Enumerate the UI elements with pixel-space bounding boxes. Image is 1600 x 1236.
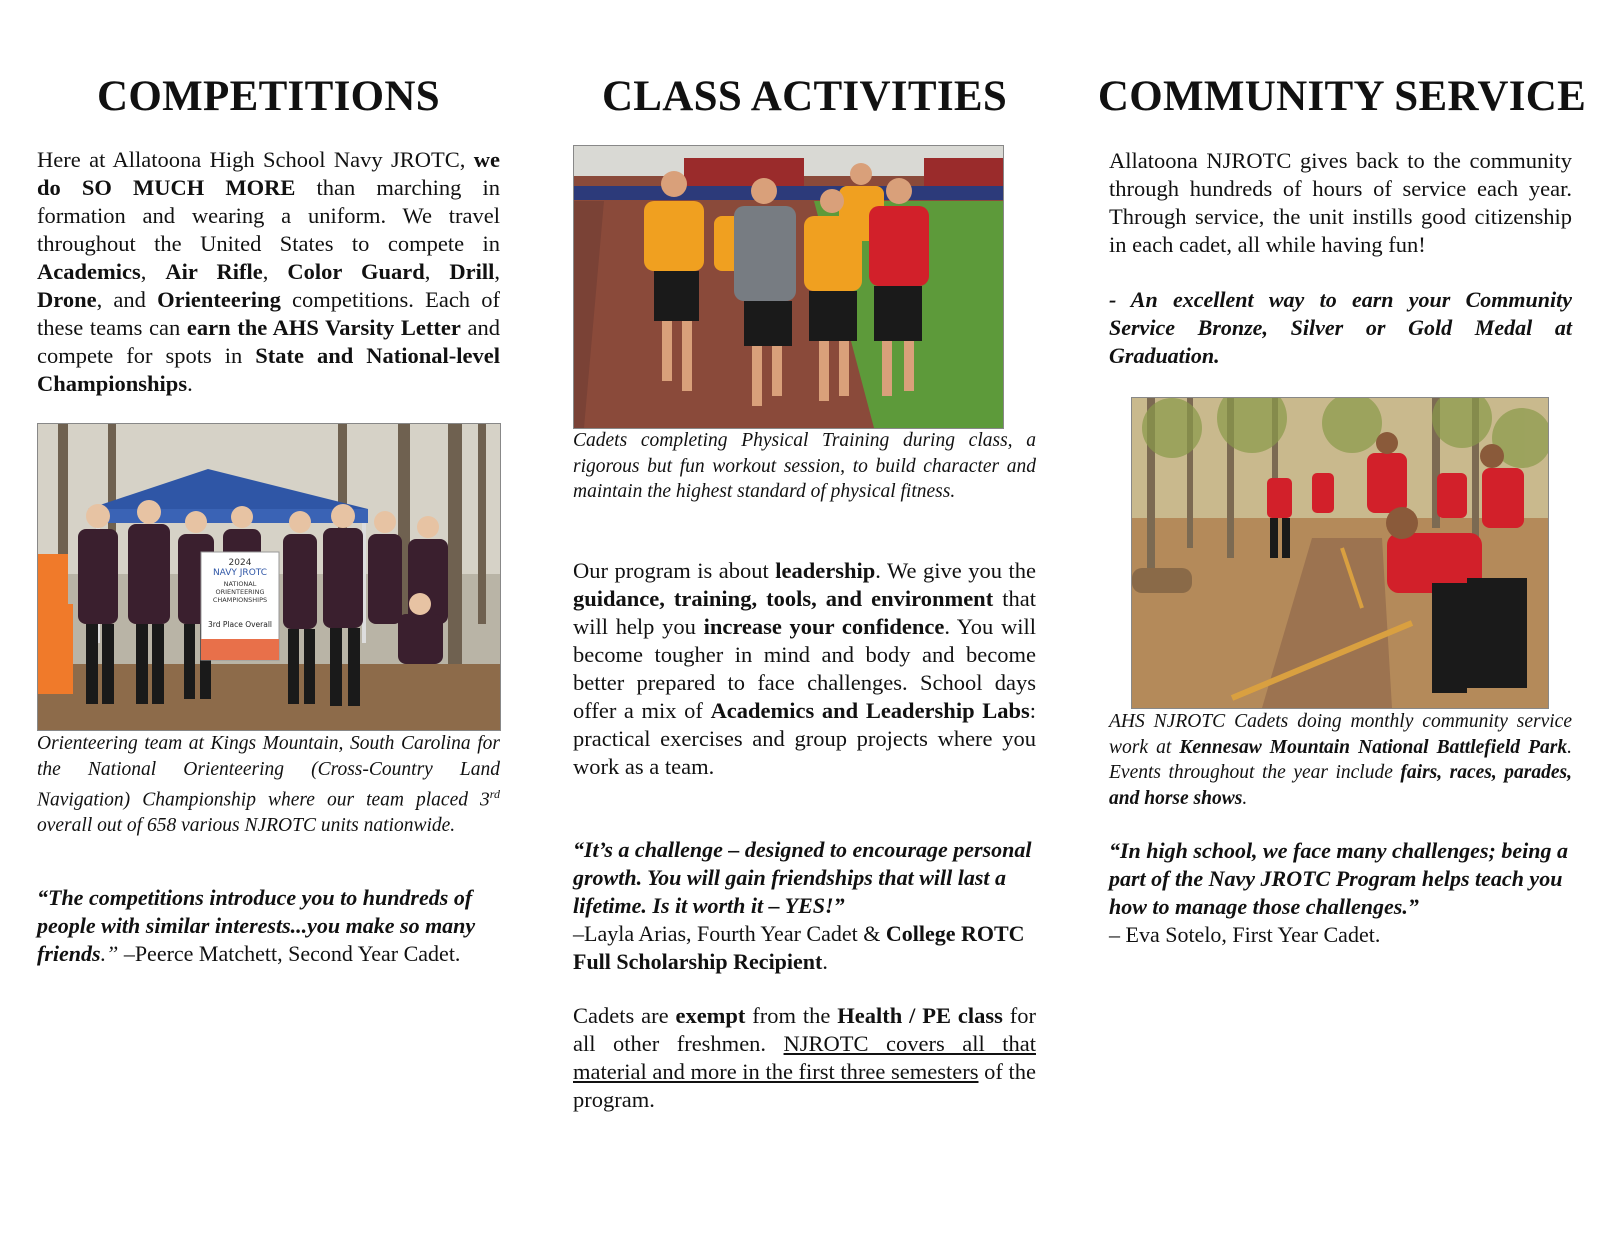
class-activities-quote: “It’s a challenge – designed to encourage personal growth. You will gain friendships that will last a lifetime. Is it worth it – YES!” –Layla Arias, Fourth Year Cadet & College ROTC Full Scholarship Recipient. bbox=[573, 837, 1032, 974]
program-description: Our program is about leadership. We give you the guidance, training, tools, and environment that will help you increase your confidence. You will become tougher in mind and body and become better prepared to face challenges. School days offer a mix of Academics and Leadership Labs: practical exercises and group projects where you work as a team. bbox=[573, 558, 1037, 779]
physical-training-photo bbox=[573, 145, 1004, 429]
community-service-caption: AHS NJROTC Cadets doing monthly community service work at Kennesaw Mountain National Battlefield Park. Events throughout the year include fairs, races, parades, and horse shows. bbox=[1109, 711, 1572, 809]
class-activities-heading: CLASS ACTIVITIES bbox=[601, 73, 1008, 120]
community-service-heading: COMMUNITY SERVICE bbox=[1097, 73, 1587, 120]
competitions-heading: COMPETITIONS bbox=[97, 73, 440, 120]
community-service-intro: Allatoona NJROTC gives back to the community through hundreds of hours of service each year. Through service, the unit instills good citizenship in each cadet, all while having fun! bbox=[1109, 148, 1572, 257]
medal-note: - An excellent way to earn your Community Service Bronze, Silver or Gold Medal at Graduation. bbox=[1109, 287, 1572, 368]
orienteering-caption: Orienteering team at Kings Mountain, South Carolina for the National Orienteering (Cross-Country Land Navigation) Championship where our team placed 3rd overall out of 658 various NJROTC units nationwide. bbox=[37, 733, 500, 836]
competitions-intro: Here at Allatoona High School Navy JROTC, we do SO MUCH MORE than marching in formation and wearing a uniform. We travel throughout the United States to compete in Academics, Air Rifle, Color Guard, Drill, Drone, and Orienteering competitions. Each of these teams can earn the AHS Varsity Letter and compete for spots in State and National-level Championships. bbox=[37, 147, 501, 396]
community-service-photo bbox=[1131, 397, 1549, 709]
pe-exemption-note: Cadets are exempt from the Health / PE class for all other freshmen. NJROTC covers all that material and more in the first three semesters of the program. bbox=[573, 1003, 1036, 1112]
physical-training-caption: Cadets completing Physical Training during class, a rigorous but fun workout session, to build character and maintain the highest standard of physical fitness. bbox=[573, 430, 1036, 502]
community-service-quote: “In high school, we face many challenges; being a part of the Navy JROTC Program helps teach you how to manage those challenges.” – Eva Sotelo, First Year Cadet. bbox=[1109, 838, 1568, 947]
orienteering-team-photo bbox=[37, 423, 501, 731]
championship-sign: 2024 NAVY JROTC NATIONAL ORIENTEERING CHAMPIONSHIPS 3rd Place Overall bbox=[208, 558, 272, 629]
competitions-quote: “The competitions introduce you to hundreds of people with similar interests...you make so many friends.” –Peerce Matchett, Second Year Cadet. bbox=[37, 885, 476, 966]
